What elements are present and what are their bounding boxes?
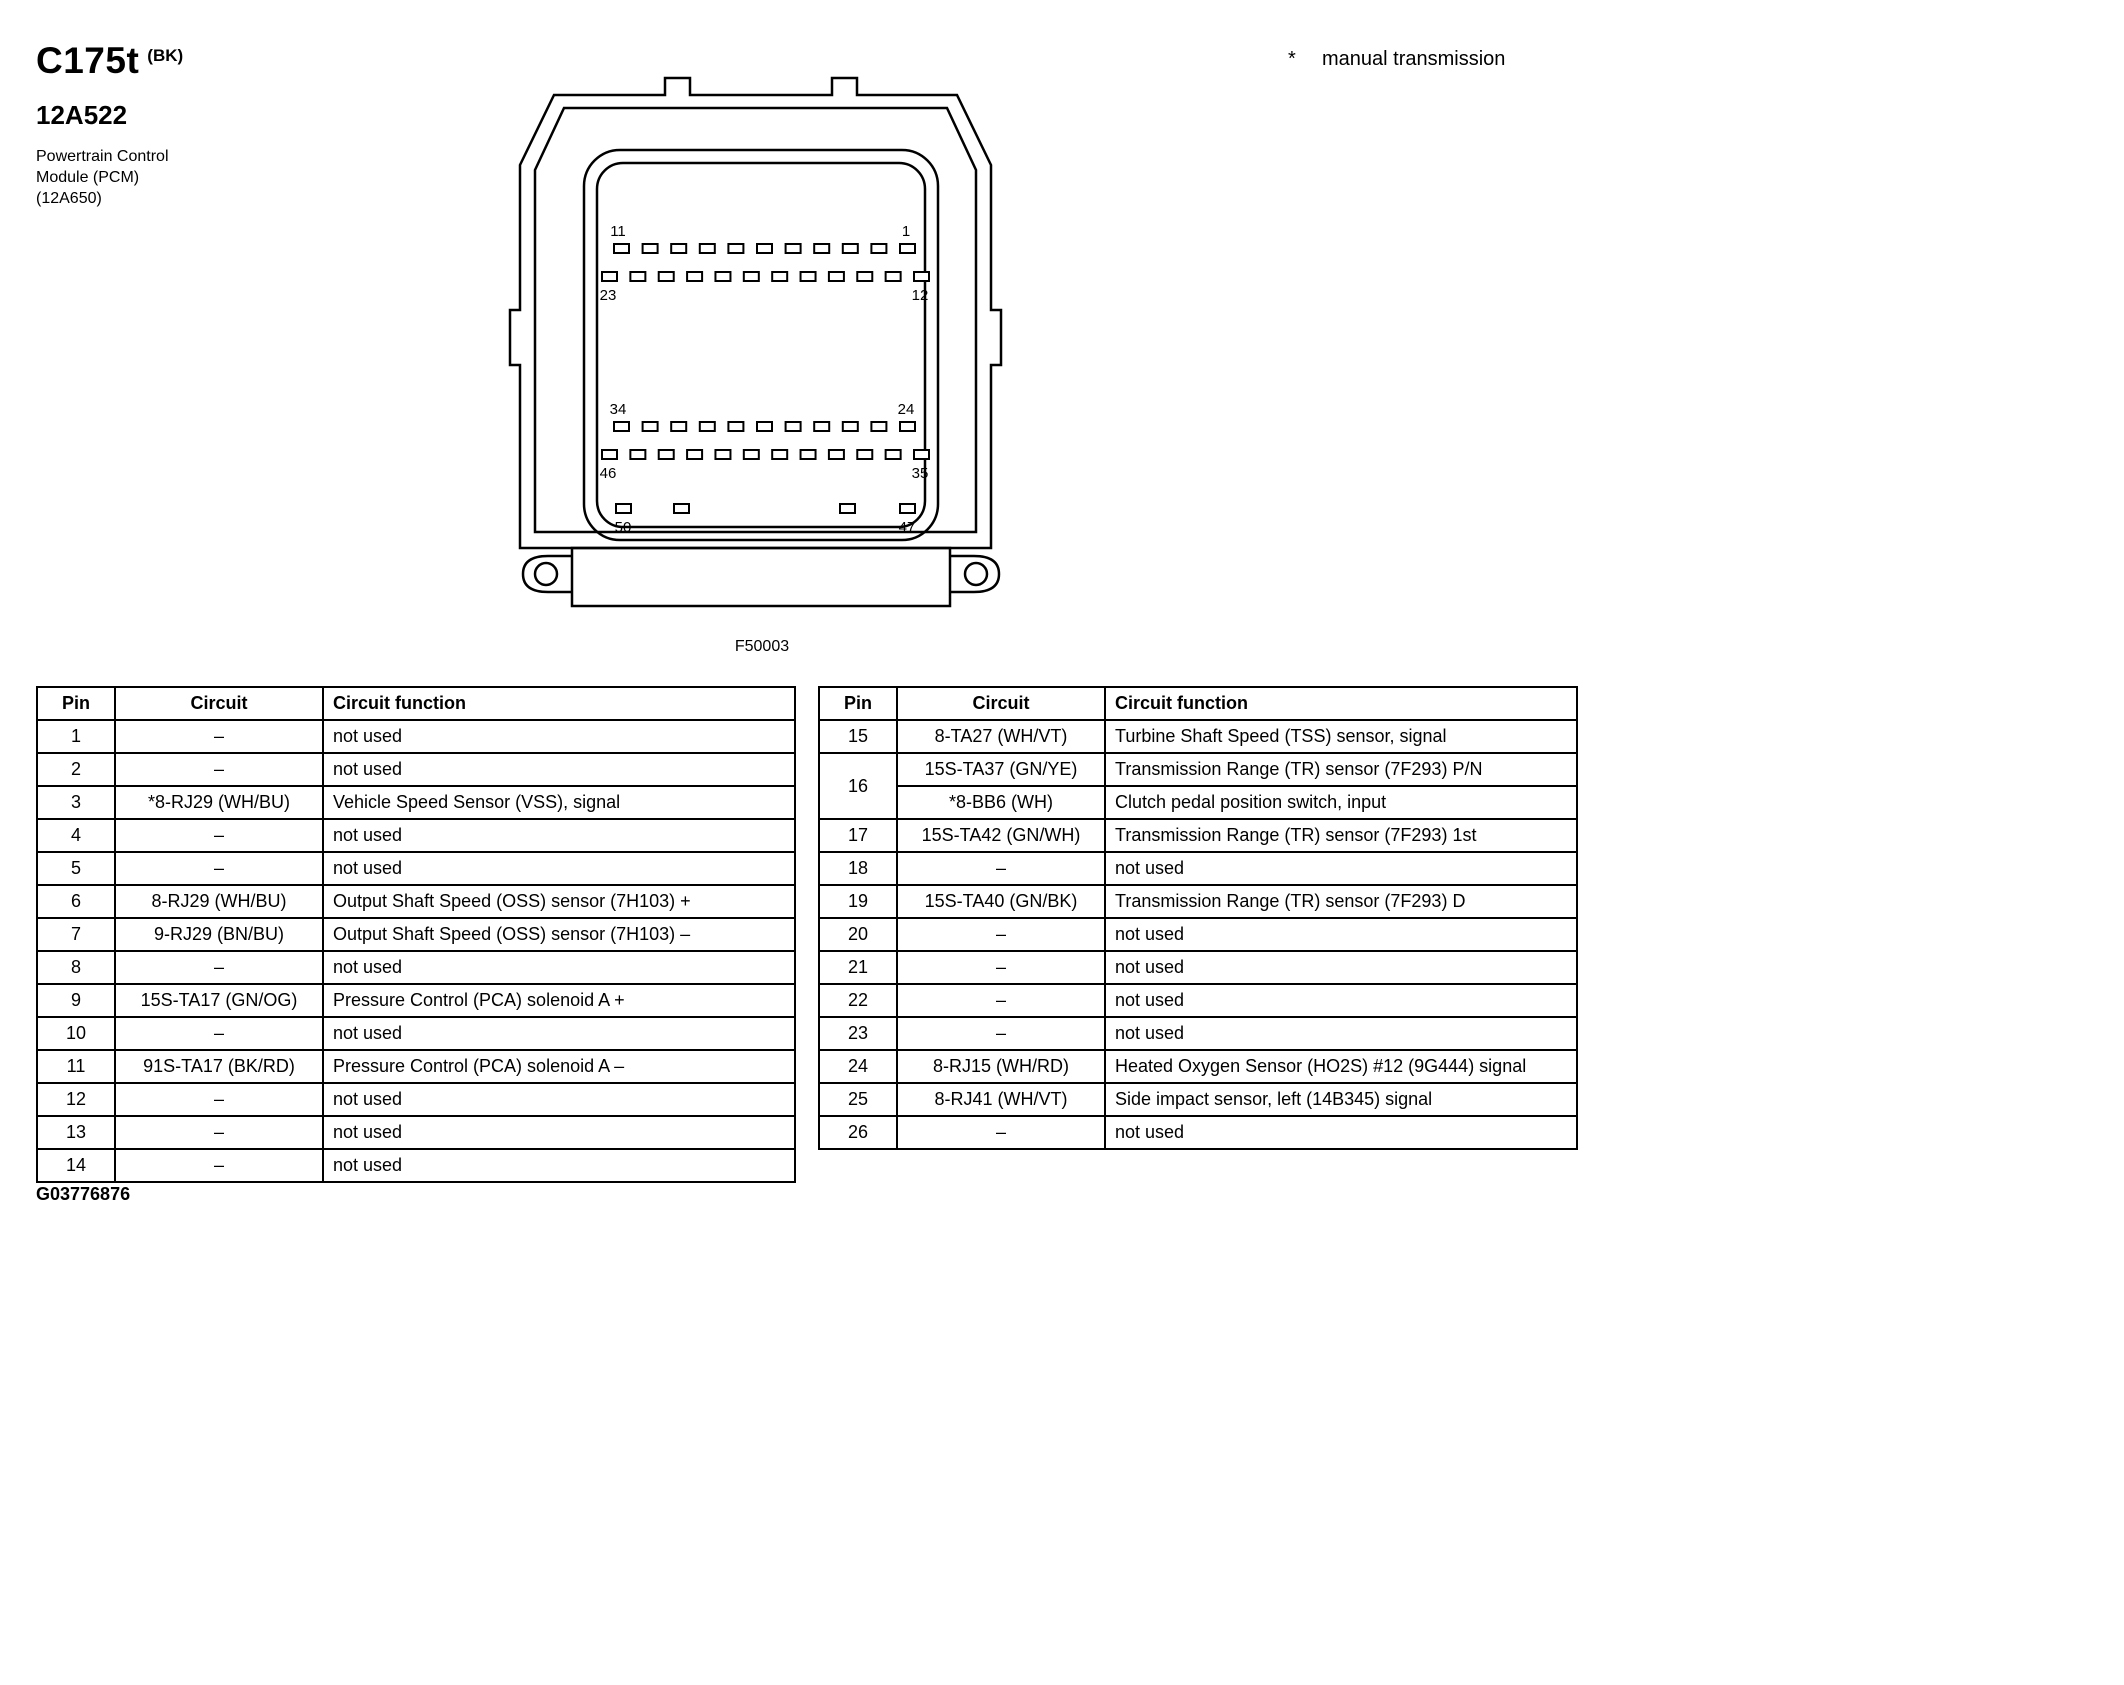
table-row: [819, 885, 1577, 918]
header-row: [37, 687, 795, 720]
function-cell: Output Shaft Speed (OSS) sensor (7H103) +: [323, 885, 795, 918]
pin-cell: 20: [819, 918, 897, 951]
pin-label: 34: [609, 401, 627, 418]
figure-id: G03776876: [36, 1184, 131, 1204]
pin-cell: 22: [819, 984, 897, 1017]
component-line: Powertrain Control: [36, 148, 169, 165]
pin-slot: [700, 422, 715, 431]
pin-label: 23: [599, 287, 617, 304]
table-row: [37, 786, 795, 819]
table-row: [37, 1050, 795, 1083]
component-description: [36, 146, 169, 209]
function-cell: not used: [323, 852, 795, 885]
pin-label: 12: [911, 287, 929, 304]
pin-label: 46: [599, 465, 617, 482]
pin-slot: [643, 244, 658, 253]
pin-slot: [786, 422, 801, 431]
pin-slot: [744, 450, 759, 459]
function-cell: not used: [323, 753, 795, 786]
function-cell: Output Shaft Speed (OSS) sensor (7H103) –: [323, 918, 795, 951]
pin-slot: [715, 272, 730, 281]
column-header-circuit: Circuit: [115, 687, 323, 720]
column-header-circuit: Circuit: [897, 687, 1105, 720]
pin-slot: [728, 244, 743, 253]
circuit-cell: 15S-TA40 (GN/BK): [897, 885, 1105, 918]
function-cell: not used: [323, 819, 795, 852]
pin-slot: [801, 450, 816, 459]
circuit-cell: –: [115, 1116, 323, 1149]
circuit-cell: 91S-TA17 (BK/RD): [115, 1050, 323, 1083]
function-cell: Transmission Range (TR) sensor (7F293) 1st: [1105, 819, 1577, 852]
connector-face-inner: [597, 163, 925, 527]
circuit-cell: –: [897, 852, 1105, 885]
pin-slot: [700, 244, 715, 253]
connector-diagram: [502, 70, 1022, 630]
pin-slot: [602, 450, 617, 459]
function-cell: not used: [1105, 951, 1577, 984]
component-line: Module (PCM): [36, 169, 140, 187]
connector-base: [572, 548, 950, 606]
pin-label: 47: [898, 519, 916, 536]
circuit-cell: –: [897, 1116, 1105, 1149]
table-row: [819, 819, 1577, 852]
circuit-cell: –: [115, 753, 323, 786]
table-row: [37, 1017, 795, 1050]
table-row: [37, 1083, 795, 1116]
function-cell: not used: [1105, 1116, 1577, 1149]
circuit-cell: 15S-TA42 (GN/WH): [897, 819, 1105, 852]
pin-slot: [772, 450, 787, 459]
footnote-manual-transmission: [1288, 48, 1505, 71]
table-row: [37, 852, 795, 885]
pin-slot: [602, 272, 617, 281]
table-row: [819, 984, 1577, 1017]
pin-slot: [786, 244, 801, 253]
pin-slot: [900, 504, 915, 513]
function-cell: Transmission Range (TR) sensor (7F293) P/N: [1105, 753, 1577, 786]
table-row: [819, 951, 1577, 984]
table-row: [37, 819, 795, 852]
pin-cell: 26: [819, 1116, 897, 1149]
pin-slot: [728, 422, 743, 431]
connector-ear-left: [523, 556, 572, 592]
pin-cell: 18: [819, 852, 897, 885]
function-cell: not used: [323, 720, 795, 753]
table-row: [819, 1083, 1577, 1116]
pin-slot: [829, 450, 844, 459]
pin-slot: [671, 244, 686, 253]
circuit-cell: –: [897, 1017, 1105, 1050]
pin-cell: 23: [819, 1017, 897, 1050]
pin-label: 24: [897, 401, 915, 418]
function-cell: Clutch pedal position switch, input: [1105, 786, 1577, 819]
pin-row-labels: [600, 223, 929, 536]
circuit-cell: *8-BB6 (WH): [897, 786, 1105, 819]
pin-cell: 15: [819, 720, 897, 753]
pin-slot: [843, 422, 858, 431]
pin-cell: 17: [819, 819, 897, 852]
figure-caption: F50003: [734, 638, 790, 655]
table-row: [819, 918, 1577, 951]
pin-cell: 11: [37, 1050, 115, 1083]
pin-slot: [630, 272, 645, 281]
circuit-cell: –: [115, 1017, 323, 1050]
pin-slot: [659, 450, 674, 459]
function-cell: not used: [323, 1017, 795, 1050]
circuit-cell: –: [115, 951, 323, 984]
pin-slot: [914, 450, 929, 459]
pin-cell: 2: [37, 753, 115, 786]
pinout-table-right: [818, 686, 1578, 1150]
pin-slot: [900, 422, 915, 431]
function-cell: Transmission Range (TR) sensor (7F293) D: [1105, 885, 1577, 918]
pinout-table: [818, 686, 1578, 1150]
table-row: [37, 720, 795, 753]
function-cell: not used: [1105, 1017, 1577, 1050]
pinout-table-left: [36, 686, 796, 1183]
connector-face-outer: [584, 150, 938, 540]
function-cell: not used: [323, 1083, 795, 1116]
pin-slot: [814, 244, 829, 253]
table-row: [819, 1116, 1577, 1149]
function-cell: not used: [323, 1116, 795, 1149]
table-row: [37, 951, 795, 984]
function-cell: not used: [323, 951, 795, 984]
circuit-cell: –: [115, 1149, 323, 1182]
function-cell: Side impact sensor, left (14B345) signal: [1105, 1083, 1577, 1116]
circuit-cell: –: [115, 852, 323, 885]
function-cell: Pressure Control (PCA) solenoid A +: [323, 984, 795, 1017]
function-cell: not used: [1105, 852, 1577, 885]
function-cell: not used: [323, 1149, 795, 1182]
pin-cell: 13: [37, 1116, 115, 1149]
circuit-cell: –: [115, 819, 323, 852]
pin-cell: 16: [819, 753, 897, 819]
table-row: [37, 753, 795, 786]
pin-cell: 4: [37, 819, 115, 852]
component-line: (12A650): [36, 190, 102, 208]
pin-slot: [687, 272, 702, 281]
pin-cell: 12: [37, 1083, 115, 1116]
pin-slot: [643, 422, 658, 431]
pin-slot: [900, 244, 915, 253]
circuit-cell: 9-RJ29 (BN/BU): [115, 918, 323, 951]
footnote-text: manual transmission: [1322, 48, 1506, 70]
circuit-cell: 8-RJ29 (WH/BU): [115, 885, 323, 918]
pin-cell: 24: [819, 1050, 897, 1083]
pin-slot: [715, 450, 730, 459]
connector-color-code: (BK): [147, 46, 184, 65]
pin-slot: [843, 244, 858, 253]
circuit-cell: 8-TA27 (WH/VT): [897, 720, 1105, 753]
asterisk-symbol: *: [1288, 48, 1296, 70]
table-row: [819, 1050, 1577, 1083]
mounting-hole-left: [535, 563, 557, 585]
pin-cell: 9: [37, 984, 115, 1017]
pin-slot: [757, 244, 772, 253]
pin-slot: [614, 244, 629, 253]
pin-cell: 25: [819, 1083, 897, 1116]
pin-slot: [772, 272, 787, 281]
connector-id: C175t: [36, 40, 140, 81]
circuit-cell: –: [897, 918, 1105, 951]
pin-slot: [840, 504, 855, 513]
column-header-pin: Pin: [37, 687, 115, 720]
pin-cell: 8: [37, 951, 115, 984]
pin-grid: [599, 244, 929, 513]
pin-label: 35: [911, 465, 929, 482]
pin-slot: [744, 272, 759, 281]
pin-cell: 21: [819, 951, 897, 984]
pin-slot: [829, 272, 844, 281]
column-header-pin: Pin: [819, 687, 897, 720]
pin-label: 11: [610, 223, 626, 240]
pin-slot: [814, 422, 829, 431]
table-row: [819, 852, 1577, 885]
circuit-cell: –: [897, 984, 1105, 1017]
circuit-cell: –: [115, 1083, 323, 1116]
table-row: [37, 984, 795, 1017]
pin-slot: [687, 450, 702, 459]
circuit-cell: 15S-TA17 (GN/OG): [115, 984, 323, 1017]
pin-slot: [871, 422, 886, 431]
header-row: [819, 687, 1577, 720]
pin-slot: [616, 504, 631, 513]
pin-cell: 1: [37, 720, 115, 753]
pin-cell: 19: [819, 885, 897, 918]
connector-figure: [502, 70, 1022, 630]
pinout-table: [36, 686, 796, 1183]
function-cell: not used: [1105, 918, 1577, 951]
part-number: 12A522: [36, 100, 128, 130]
table-row: [819, 720, 1577, 753]
circuit-cell: *8-RJ29 (WH/BU): [115, 786, 323, 819]
pin-cell: 5: [37, 852, 115, 885]
circuit-cell: –: [897, 951, 1105, 984]
pin-slot: [871, 244, 886, 253]
pin-label: 50: [614, 519, 632, 536]
connector-title: [36, 40, 183, 82]
connector-ear-right: [950, 556, 999, 592]
pin-label: 1: [901, 223, 911, 240]
function-cell: Turbine Shaft Speed (TSS) sensor, signal: [1105, 720, 1577, 753]
function-cell: Heated Oxygen Sensor (HO2S) #12 (9G444) signal: [1105, 1050, 1577, 1083]
column-header-circuit-function: Circuit function: [1105, 687, 1577, 720]
pin-cell: 14: [37, 1149, 115, 1182]
pin-slot: [757, 422, 772, 431]
pin-slot: [614, 422, 629, 431]
pin-slot: [886, 450, 901, 459]
pin-slot: [630, 450, 645, 459]
function-cell: Pressure Control (PCA) solenoid A –: [323, 1050, 795, 1083]
pin-slot: [886, 272, 901, 281]
table-row: [37, 918, 795, 951]
circuit-cell: 15S-TA37 (GN/YE): [897, 753, 1105, 786]
circuit-cell: 8-RJ41 (WH/VT): [897, 1083, 1105, 1116]
function-cell: Vehicle Speed Sensor (VSS), signal: [323, 786, 795, 819]
pin-slot: [801, 272, 816, 281]
table-row: [37, 885, 795, 918]
function-cell: not used: [1105, 984, 1577, 1017]
pin-slot: [857, 450, 872, 459]
mounting-hole-right: [965, 563, 987, 585]
circuit-cell: 8-RJ15 (WH/RD): [897, 1050, 1105, 1083]
pin-slot: [857, 272, 872, 281]
pin-slot: [914, 272, 929, 281]
pin-slot: [659, 272, 674, 281]
table-row: [819, 753, 1577, 786]
pin-cell: 3: [37, 786, 115, 819]
pin-cell: 10: [37, 1017, 115, 1050]
table-row: [37, 1116, 795, 1149]
table-row: [819, 786, 1577, 819]
circuit-cell: –: [115, 720, 323, 753]
table-row: [37, 1149, 795, 1182]
pin-cell: 7: [37, 918, 115, 951]
pin-slot: [674, 504, 689, 513]
table-row: [819, 1017, 1577, 1050]
column-header-circuit-function: Circuit function: [323, 687, 795, 720]
pin-cell: 6: [37, 885, 115, 918]
pin-slot: [671, 422, 686, 431]
